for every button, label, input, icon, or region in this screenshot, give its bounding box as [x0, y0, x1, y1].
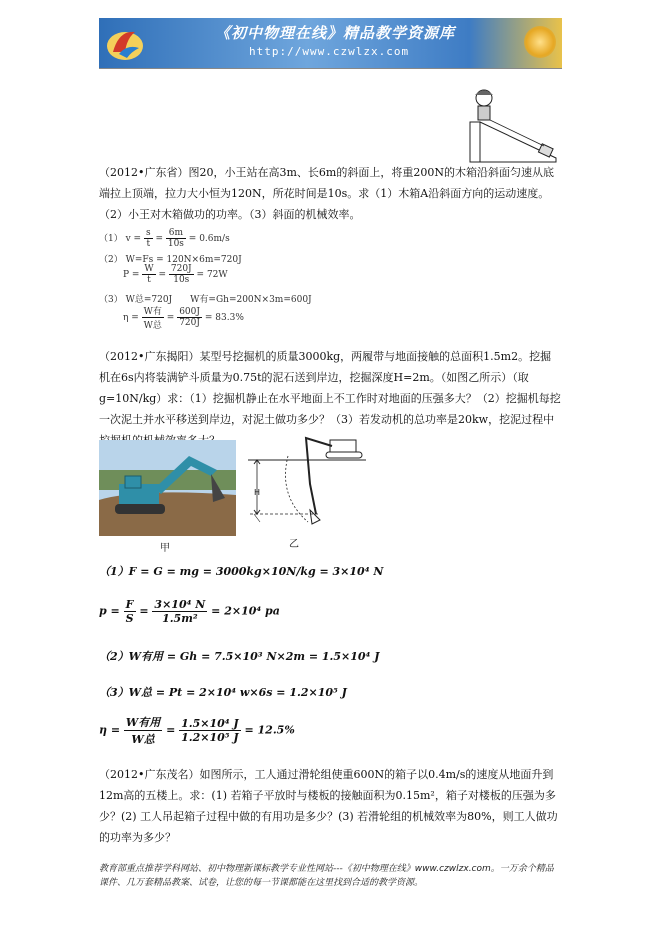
- problem-1-text: （2012•广东省）图20，小王站在高3m、长6m的斜面上，将重200N的木箱沿斜面匀速从底端拉上顶端，拉力大小恒为120N，所花时间是10s。求（1）木箱A沿斜面方向的运动速度。 （2）小王对木箱做功的功率。（3）斜面的机械效率。: [99, 166, 555, 221]
- excavator-photo: [99, 440, 236, 536]
- problem-2-solution-4: （3）W总 = Pt = 2×10⁴ w×6s = 1.2×10⁵ J: [99, 686, 347, 699]
- header-divider: [99, 68, 562, 69]
- sunflower-icon: [524, 26, 556, 58]
- figure-b-label: 乙: [289, 539, 299, 550]
- problem-2-solution-3: （2）W有用 = Gh = 7.5×10³ N×2m = 1.5×10⁴ J: [99, 650, 380, 663]
- page-footer: 教育部重点推荐学科网站、初中物理新课标教学专业性网站---《初中物理在线》www.czwlzx.com。一万余个精品课件、几万套精品教案、试卷，让您的每一节课都能在这里找到合适的教学资源。: [99, 864, 554, 888]
- figure-a-label: 甲: [160, 543, 170, 554]
- header-banner: [99, 18, 562, 68]
- depth-label: H: [254, 488, 261, 497]
- problem-2-text: （2012•广东揭阳）某型号挖掘机的质量3000kg，两履带与地面接触的总面积1.5m2。挖掘机在6s内将装满铲斗质量为0.75t的泥石送到岸边，挖掘深度H=2m。（如图乙所示）（取g=10N/kg）求：（1）挖掘机静止在水平地面上不工作时对地面的压强多大？（2）挖掘机每挖一次泥土并水平移送到岸边，对泥土做功多少？（3）若发动机的总功率是20kw，挖泥过程中: [99, 350, 561, 426]
- problem-1-solution: （1） v = $\frac{s}{t}$ = $\frac{6m}{10s}$ = 0.6m/s （2） W=Fs = 120N×6m=720J P = $\frac{W}{t}$ = $\frac{720J}{10s}$ = 72W （3） W总=720J W有=Gh=200N×3m=600J η = $\frac{\text{W有}}{\text{W总}}$ = $\frac{600J}{720J}$ = 83.3%: [99, 228, 312, 331]
- site-title: 《初中物理在线》精品教学资源库: [215, 24, 456, 42]
- excavator-diagram: [248, 436, 368, 532]
- problem-2-solution-1: （1）F = G = mg = 3000kg×10N/kg = 3×10⁴ N: [99, 565, 384, 578]
- problem-3-text: （2012•广东茂名）如图所示，工人通过滑轮组使重600N的箱子以0.4m/s的速度从地面升到12m高的五楼上。求：(1) 若箱子平放时与楼板的接触面积为0.15m²，箱子对楼板的压强为多少？(2) 工人吊起箱子过程中做的有用功是多少？(3) 若滑轮组的机械效率为80%，则工人做功的功率为多少？: [99, 768, 558, 844]
- site-url[interactable]: http://www.czwlzx.com: [249, 45, 410, 58]
- incline-figure: [462, 84, 562, 164]
- site-logo: [105, 22, 145, 64]
- problem-2-solution-5: η = $\frac{\text{W有用}}{\text{W总}}$ = $\frac{\text{1.5×10⁴ J}}{\text{1.2×10⁵ J}}$ = 12.5%: [99, 716, 295, 746]
- problem-2-solution-2: p = $\frac{F}{S}$ = $\frac{\text{3×10⁴ N}}{\text{1.5m²}}$ = 2×10⁴ pa: [99, 598, 280, 625]
